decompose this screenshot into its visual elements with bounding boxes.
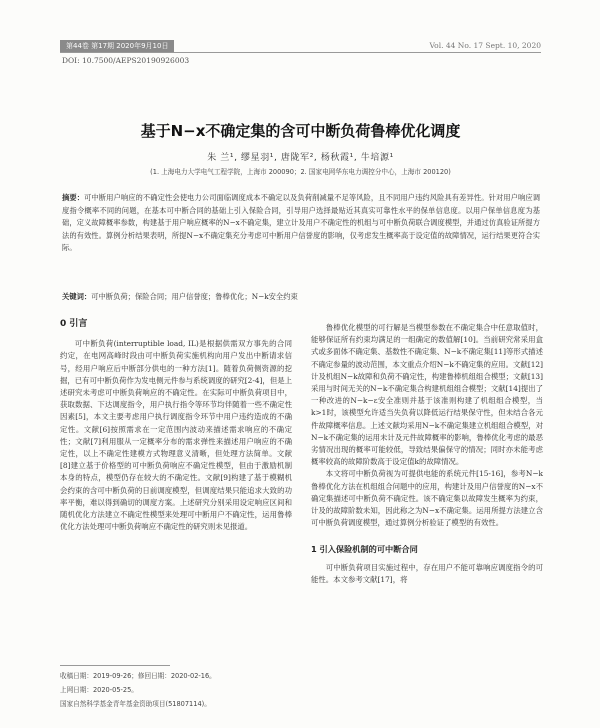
footnote-rule xyxy=(60,665,170,666)
footnote-received: 收稿日期：2019-09-26；修回日期：2020-02-16。 xyxy=(60,672,216,680)
keywords-text: 可中断负荷；保险合同；用户信誉度；鲁棒优化；N−k安全约束 xyxy=(91,292,298,301)
section-1-paragraph: 可中断负荷项目实施过程中，存在用户不能可靠响应调度指令的可能性。本文参考文献[17]，将 xyxy=(311,562,543,584)
affiliation: (1. 上海电力大学电气工程学院，上海市 200090；2. 国家电网华东电力调控分中心，上海市 200120) xyxy=(150,168,451,176)
abstract-label: 摘要： xyxy=(62,193,85,202)
abstract-text: 可中断用户响应的不确定性会使电力公司面临调度成本不确定以及负荷削减量不足等风险，且不同用户违约风险具有差异性。针对用户响应调度指令概率不同的问题，在基本可中断合同的基础上引入保险合同，引导用户选择最贴近其真实可靠性水平的保单信息度。以用户保单信息度为基础，定义故障概率参数，构建基于用户响应概率的N−x不确定集，建立计及用户不确定性的机组与可中断负荷联合调度模型，并通过仿真验证所提方法的有效性。算例分析结果表明，所提N−x不确定集充分考虑可中断用户信誉度的影响，仅考虑发生概率高于设定值的故障情况，运行结果更符合实际。 xyxy=(62,193,541,253)
authors: 朱 兰¹, 缪星羽¹, 唐陇军², 杨秋霞¹, 牛培源¹ xyxy=(207,153,394,163)
intro-paragraph: 可中断负荷(interruptible load, IL)是根据供需双方事先的合同约定，在电网高峰时段由可中断负荷实施机构向用户发出中断请求信号，经用户响应后中断部分供电的一种方法[1]。随着负荷侧资源的挖掘，已有可中断负荷作为发电侧元件参与系统调度的研究[2-4]，但是上述研究未考虑可中断负荷响应的不确定性。在实际可中断负荷项目中，获取数据、下达调度指令，用户执行指令等环节均伴随着一些不确定性因素[5]，本文主要考虑用户执行调度指令环节中用户违约造成的不确定性。文献[6]按照需求在一定范围内波动来描述需求响应的不确定性；文献[7]利用服从一定概率分布的需求弹性来描述用户响应的不确定性，以上不确定性建模方式物理意义清晰，但处理方法简单。文献[8]建立基于价格型的可中断负荷响应不确定性模型，但由于激励机制本身的特点，模型仍存在较大的不确定性。文献[9]构建了基于模糊机会约束的含可中断负荷的日前调度模型，但调度结果只能追求大致的功率平衡，难以得到确切的调度方案。上述研究分别采用设定响应区间和随机优化方法建立不确定性模型来处理可中断用户不确定性，运用鲁棒优化方法处理可中断负荷响应不确定性的研究则未见报道。 xyxy=(60,339,292,532)
running-header xyxy=(60,40,541,52)
paper-title: 基于N−x不确定集的含可中断负荷鲁棒优化调度 xyxy=(140,122,461,140)
robust-paragraph: 鲁棒优化模型的可行解是当模型参数在不确定集合中任意取值时，能够保证所有约束均满足的一组确定的数值解[10]。当前研究常采用盒式或多面体不确定集、基数性不确定集、N−k不确定集[11]等形式描述不确定参量的波动范围，本文重点介绍N−k不确定集的应用。文献[12]计及机组N−k故障和负荷不确定性，构建鲁棒机组组合模型；文献[13]采用与时间无关的N−k不确定集合构建机组组合模型；文献[14]提出了一种改进的N−k−ε安全准则并基于该准则构建了机组组合模型，当k>1时，该模型允许适当失负荷以降低运行结果保守性，但未结合各元件故障概率信息。上述文献均采用N−k不确定集建立机组组合模型，对N−k不确定集的运用未计及元件故障概率的影响，鲁棒优化考虑的最恶劣情况出现的概率可能较低，导致结果偏保守的情况；同时亦未能考虑概率较高的故障阶数高于设定值k的故障情况。 xyxy=(311,323,543,467)
keywords-label: 关键词： xyxy=(62,292,92,301)
journal-volume-en: Vol. 44 No. 17 Sept. 10, 2020 xyxy=(429,41,541,50)
header-rule xyxy=(60,52,541,53)
abstract xyxy=(62,192,540,255)
keywords xyxy=(62,292,540,302)
doi: DOI: 10.7500/AEPS20190926003 xyxy=(62,56,190,65)
footnote-online: 上网日期：2020-05-25。 xyxy=(60,686,138,694)
footnote-funding: 国家自然科学基金青年基金资助项目(51807114)。 xyxy=(60,700,211,708)
left-column xyxy=(60,318,292,533)
right-column xyxy=(311,322,543,586)
section-1-title: 1 引入保险机制的可中断合同 xyxy=(311,544,418,555)
section-introduction-title: 0 引言 xyxy=(60,319,88,329)
issue-badge: 第44卷 第17期 2020年9月10日 xyxy=(60,40,174,52)
method-paragraph: 本文将可中断负荷视为可提供电能的系统元件[15-16]，参考N−k鲁棒优化方法在机组组合问题中的应用，构建计及用户信誉度的N−x不确定集描述可中断负荷不确定性。该不确定集以故障发生概率为约束，计及的故障阶数未知，因此称之为N−x不确定集。运用所提方法建立含可中断负荷调度模型，通过算例分析验证了模型的有效性。 xyxy=(311,469,543,528)
